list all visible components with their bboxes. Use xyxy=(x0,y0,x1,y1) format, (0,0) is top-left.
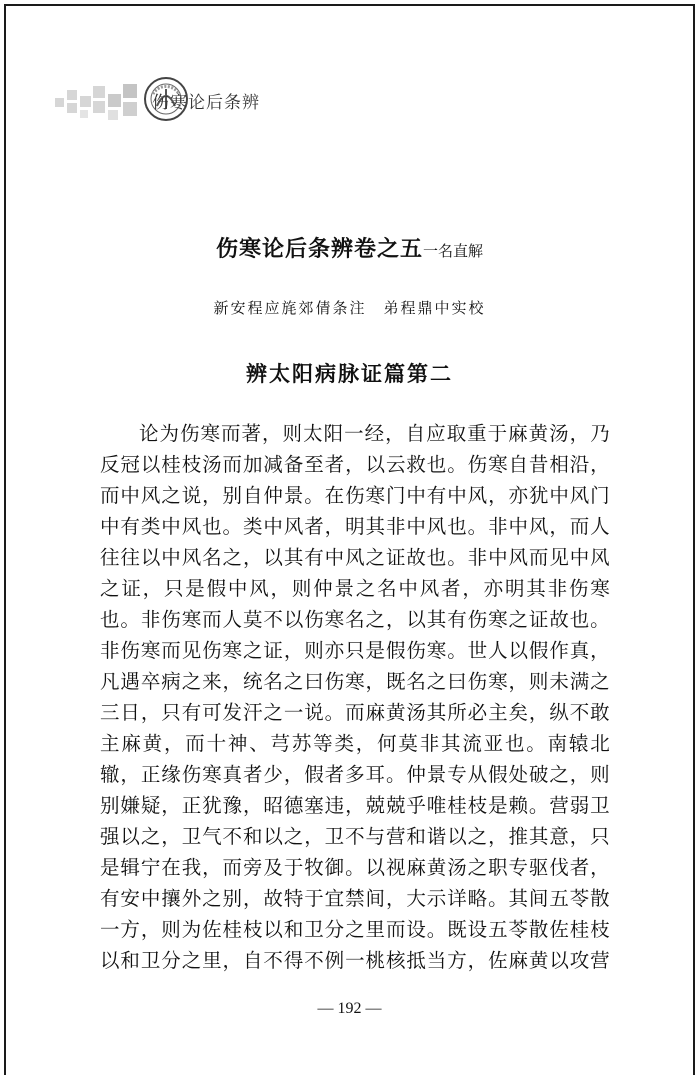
text-line: 一方，则为佐桂枝以和卫分之里而设。既设五苓散佐桂枝 xyxy=(100,918,610,941)
chapter-title xyxy=(0,232,699,263)
section-title: 辨太阳病脉证篇第二 xyxy=(246,362,453,386)
text-line: 论为伤寒而著，则太阳一经，自应取重于麻黄汤，乃 xyxy=(139,422,610,445)
text-line: 反冠以桂枝汤而加减备至者，以云救也。伤寒自昔相沿， xyxy=(100,453,610,476)
text-line: 主麻黄，而十神、芎苏等类，何莫非其流亚也。南辕北 xyxy=(100,732,610,755)
author-byline: 新安程应旄郊倩条注 弟程鼎中实校 xyxy=(213,299,486,317)
text-line: 之证，只是假中风，则仲景之名中风者，亦明其非伤寒 xyxy=(100,577,610,600)
text-line: 有安中攘外之别，故特于宜禁间，大示详略。其间五苓散 xyxy=(100,887,610,910)
text-line: 三日，只有可发汗之一说。而麻黄汤其所必主矣，纵不敢 xyxy=(100,701,610,724)
text-line: 往往以中风名之，以其有中风之证故也。非中风而见中风 xyxy=(100,546,610,569)
text-line: 中有类中风也。类中风者，明其非中风也。非中风，而人 xyxy=(100,515,610,538)
text-line: 凡遇卒病之来，统名之曰伤寒，既名之曰伤寒，则未满之 xyxy=(100,670,610,693)
text-line: 辙，正缘伤寒真者少，假者多耳。仲景专从假处破之，则 xyxy=(100,763,610,786)
page-number: — 192 — xyxy=(317,1000,382,1017)
chapter-title-main: 伤寒论后条辨卷之五 xyxy=(215,237,423,262)
text-line: 非伤寒而见伤寒之证，则亦只是假伤寒。世人以假作真， xyxy=(100,639,610,662)
text-line: 以和卫分之里，自不得不例一桃核抵当方，佐麻黄以攻营 xyxy=(100,949,610,972)
text-line: 而中风之说，别自仲景。在伤寒门中有中风，亦犹中风门 xyxy=(100,484,610,507)
running-header-title: 伤寒论后条辨 xyxy=(152,93,260,113)
text-line: 是辑宁在我，而旁及于牧御。以视麻黄汤之职专驱伐者， xyxy=(100,856,610,879)
running-header xyxy=(55,76,385,126)
body-text xyxy=(100,418,610,976)
text-line: 强以之，卫气不和以之，卫不与营和谐以之，推其意，只 xyxy=(100,825,610,848)
text-line: 别嫌疑，正犹豫，昭德塞违，兢兢乎唯桂枝是赖。营弱卫 xyxy=(100,794,610,817)
chapter-subtitle: 一名直解 xyxy=(423,242,484,260)
text-line: 也。非伤寒而人莫不以伤寒名之，以其有伤寒之证故也。 xyxy=(100,608,610,631)
